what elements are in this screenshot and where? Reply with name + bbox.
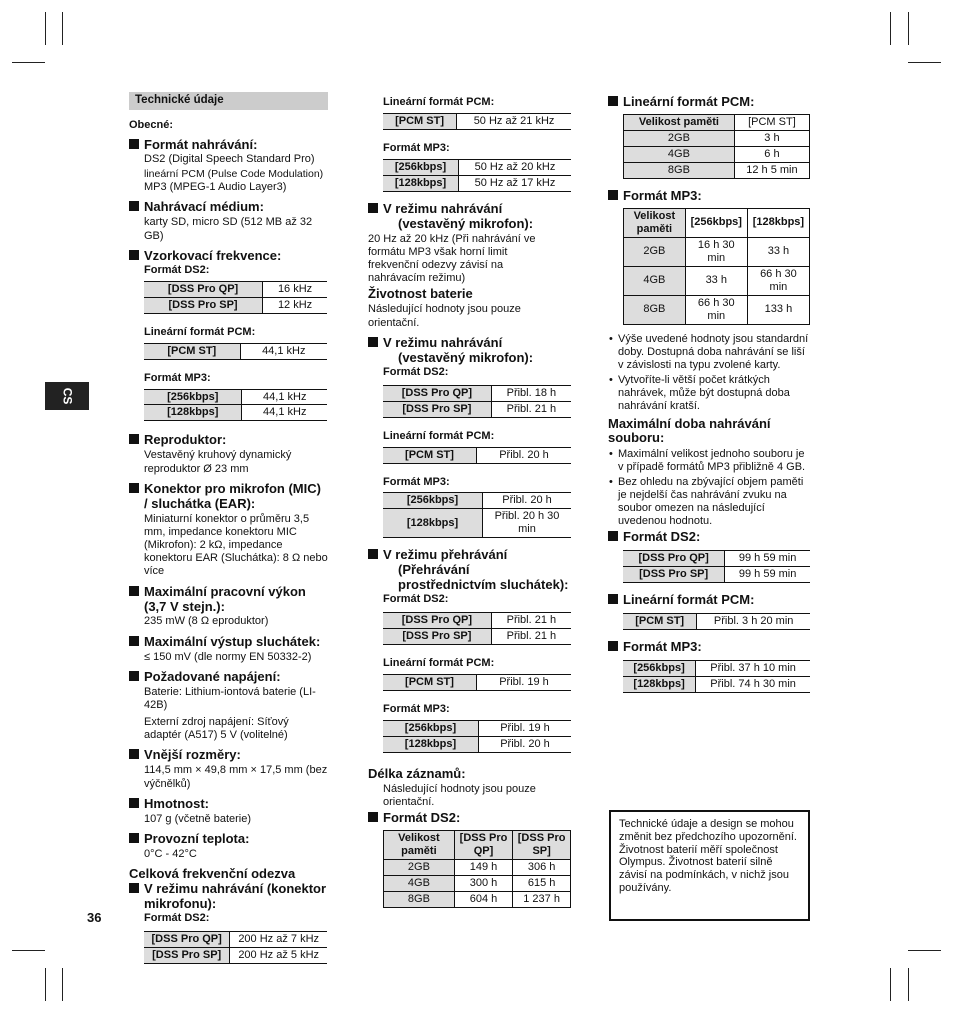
table-cell: [DSS Pro QP] <box>383 385 491 401</box>
table-row <box>624 146 810 162</box>
sampling-mp3-table <box>144 389 327 422</box>
format-label: Formát MP3: <box>383 475 450 488</box>
max-output-text: ≤ 150 mV (dle normy EN 50332-2) <box>144 650 312 663</box>
table-row <box>144 389 327 405</box>
page-number: 36 <box>87 910 102 925</box>
table-cell: [128kbps] <box>383 736 478 752</box>
table-cell: 12 h 5 min <box>734 162 809 178</box>
table-header-cell: [256kbps] <box>685 208 747 237</box>
crop-mark <box>890 968 891 1001</box>
battery-rec-ds2-table <box>383 385 571 418</box>
table-cell: [PCM ST] <box>383 675 476 691</box>
list-item: • Maximální velikost jednoho souboru je v případě formátů MP3 přibližně 4 GB. <box>618 448 810 474</box>
max-power-text: 235 mW (8 Ω eproduktor) <box>144 615 269 628</box>
crop-mark <box>45 12 46 45</box>
format-label: Formát DS2: <box>383 593 449 606</box>
table-header-cell: [DSS Pro QP] <box>454 831 512 860</box>
table-row <box>383 629 571 645</box>
heading-dimensions: Vnější rozměry: <box>129 748 328 763</box>
table-cell: 12 kHz <box>263 297 327 313</box>
temperature-text: 0°C - 42°C <box>144 847 197 860</box>
heading-weight: Hmotnost: <box>129 797 328 812</box>
general-label: Obecné: <box>129 118 174 131</box>
heading-max-power: Maximální pracovní výkon (3,7 V stejn.): <box>129 585 328 615</box>
disclaimer-note: Technické údaje a design se mohou změnit bez předchozího upozornění. Životnost baterií měří společnost Olympus. Životnost baterií silně závisí na podmínkách, v nichž jsou používány. <box>609 810 810 921</box>
battery-rec-pcm-table <box>383 447 571 464</box>
crop-mark <box>62 12 63 45</box>
square-bullet-icon <box>368 337 378 347</box>
table-row <box>624 295 810 324</box>
battery-text: Následující hodnoty jsou pouze orientační. <box>368 303 521 329</box>
table-cell: 2GB <box>384 860 455 876</box>
format-label: Formát MP3: <box>383 141 450 154</box>
table-cell: 8GB <box>624 295 686 324</box>
table-cell: Přibl. 18 h <box>491 385 571 401</box>
table-cell: 99 h 59 min <box>725 567 810 583</box>
table-row <box>383 509 571 538</box>
format-label: Lineární formát PCM: <box>383 429 495 442</box>
square-bullet-icon <box>129 434 139 444</box>
heading-rec-builtin: V režimu nahrávání (vestavěný mikrofon): <box>368 336 571 366</box>
table-cell: [128kbps] <box>623 676 696 692</box>
format-label: Lineární formát PCM: <box>383 96 495 108</box>
table-cell: 66 h 30 min <box>685 295 747 324</box>
square-bullet-icon <box>129 201 139 211</box>
sampling-pcm-table <box>144 343 327 360</box>
language-tab: CS <box>45 382 89 410</box>
heading-max-output: Maximální výstup sluchátek: <box>129 635 328 650</box>
square-bullet-icon <box>129 798 139 808</box>
crop-mark <box>908 62 941 63</box>
table-row <box>624 266 810 295</box>
table-cell: [PCM ST] <box>383 113 457 129</box>
table-row <box>624 162 810 178</box>
battery-play-ds2-table <box>383 612 571 645</box>
table-cell: 50 Hz až 20 kHz <box>458 159 571 175</box>
column-3 <box>608 90 810 693</box>
column-2 <box>368 96 571 908</box>
table-cell: [DSS Pro SP] <box>383 401 491 417</box>
freq-pcm-table <box>383 113 571 130</box>
speaker-text: Vestavěný kruhový dynamický reproduktor Ø 23 mm <box>144 449 292 475</box>
battery-play-mp3-table <box>383 720 571 753</box>
table-header-cell: Velikost paměti <box>624 208 686 237</box>
table-cell: 2GB <box>624 237 686 266</box>
freq-mp3-table <box>383 159 571 192</box>
crop-mark <box>908 12 909 45</box>
table-cell: [128kbps] <box>383 509 483 538</box>
table-row <box>623 567 810 583</box>
table-cell: 4GB <box>624 266 686 295</box>
table-header-row <box>384 831 571 860</box>
square-bullet-icon <box>608 96 618 106</box>
table-cell: 200 Hz až 5 kHz <box>230 947 327 963</box>
table-row <box>383 175 571 191</box>
table-cell: 615 h <box>513 876 571 892</box>
heading-rec-length: Délka záznamů: <box>368 765 466 781</box>
crop-mark <box>12 950 45 951</box>
table-row <box>623 614 810 630</box>
table-row <box>383 721 571 737</box>
table-cell: [PCM ST] <box>623 614 697 630</box>
table-header-cell: Velikost paměti <box>624 114 735 130</box>
heading-sampling: Vzorkovací frekvence: <box>129 249 328 264</box>
table-cell: 33 h <box>685 266 747 295</box>
rec-format-line: lineární PCM (Pulse Code Modulation) <box>144 167 324 180</box>
table-cell: 8GB <box>624 162 735 178</box>
table-cell: 1 237 h <box>513 892 571 908</box>
table-cell: 3 h <box>734 130 809 146</box>
square-bullet-icon <box>608 531 618 541</box>
table-row <box>623 660 810 676</box>
square-bullet-icon <box>608 594 618 604</box>
list-item: • Vytvoříte-li větší počet krátkých nahrávek, může být dostupná doba nahrávání kratší. <box>618 374 810 413</box>
table-cell: Přibl. 21 h <box>491 401 571 417</box>
square-bullet-icon <box>129 671 139 681</box>
table-cell: [PCM ST] <box>144 343 240 359</box>
format-label: Formát MP3: <box>383 703 450 716</box>
table-row <box>144 343 327 359</box>
length-mp3-table <box>623 208 810 325</box>
square-bullet-icon <box>368 203 378 213</box>
table-cell: Přibl. 74 h 30 min <box>696 676 810 692</box>
table-cell: Přibl. 20 h <box>478 736 571 752</box>
table-row <box>144 281 327 297</box>
table-cell: [256kbps] <box>383 159 458 175</box>
length-notes <box>608 333 810 413</box>
crop-mark <box>890 12 891 45</box>
table-row <box>624 130 810 146</box>
weight-text: 107 g (včetně baterie) <box>144 812 252 825</box>
heading-battery: Životnost baterie <box>368 286 473 302</box>
connector-text: Miniaturní konektor o průměru 3,5 mm, impedance konektoru MIC (Mikrofon): 2 kΩ, impedance konektoru EAR (Sluchátka): 8 Ω nebo více <box>144 512 328 578</box>
table-header-cell: [PCM ST] <box>734 114 809 130</box>
table-cell: Přibl. 19 h <box>478 721 571 737</box>
dimensions-text: 114,5 mm × 49,8 mm × 17,5 mm (bez výčnělků) <box>144 764 328 790</box>
table-cell: 200 Hz až 7 kHz <box>230 931 327 947</box>
square-bullet-icon <box>129 139 139 149</box>
square-bullet-icon <box>129 883 139 893</box>
heading-temperature: Provozní teplota: <box>129 832 328 847</box>
table-cell: 8GB <box>384 892 455 908</box>
table-cell: [DSS Pro QP] <box>623 551 725 567</box>
table-cell: 2GB <box>624 130 735 146</box>
table-cell: Přibl. 21 h <box>491 613 571 629</box>
format-label: Formát MP3: <box>144 371 211 384</box>
rec-format-line: MP3 (MPEG-1 Audio Layer3) <box>144 181 287 194</box>
heading-max-rec: Maximální doba nahrávání souboru: <box>608 415 771 446</box>
table-cell: 33 h <box>747 237 809 266</box>
square-bullet-icon <box>129 586 139 596</box>
table-row <box>144 947 327 963</box>
table-cell: 99 h 59 min <box>725 551 810 567</box>
table-row <box>624 237 810 266</box>
table-row <box>383 613 571 629</box>
table-cell: Přibl. 3 h 20 min <box>697 614 810 630</box>
table-cell: Přibl. 21 h <box>491 629 571 645</box>
rec-length-text: Následující hodnoty jsou pouze orientační. <box>383 782 536 809</box>
crop-mark <box>908 968 909 1001</box>
list-item: • Bez ohledu na zbývající objem paměti je nejdelší čas nahrávání zvuku na soubor omezen na následující uvedenou hodnotu. <box>618 476 810 528</box>
table-header-cell: Velikost paměti <box>384 831 455 860</box>
battery-rec-mp3-table <box>383 492 571 538</box>
power-text: Externí zdroj napájení: Síťový adaptér (A517) 5 V (volitelné) <box>144 716 289 742</box>
table-cell: [DSS Pro SP] <box>383 629 491 645</box>
length-ds2-table <box>383 830 571 908</box>
table-cell: 44,1 kHz <box>240 343 327 359</box>
heading-max-mp3: Formát MP3: <box>608 640 810 655</box>
table-cell: Přibl. 20 h <box>476 447 571 463</box>
table-row <box>383 401 571 417</box>
table-cell: [DSS Pro QP] <box>383 613 491 629</box>
battery-play-pcm-table <box>383 674 571 691</box>
table-row <box>144 297 327 313</box>
crop-mark <box>45 968 46 1001</box>
table-cell: 44,1 kHz <box>242 389 327 405</box>
table-cell: [256kbps] <box>383 721 478 737</box>
crop-mark <box>908 950 941 951</box>
format-label: Lineární formát PCM: <box>144 325 256 338</box>
heading-speaker: Reproduktor: <box>129 433 328 448</box>
max-rec-notes <box>608 448 810 528</box>
table-cell: 306 h <box>513 860 571 876</box>
table-cell: 149 h <box>454 860 512 876</box>
heading-freq-response: Celková frekvenční odezva <box>129 866 296 881</box>
table-row <box>384 876 571 892</box>
square-bullet-icon <box>129 636 139 646</box>
square-bullet-icon <box>129 833 139 843</box>
table-cell: [DSS Pro QP] <box>144 931 230 947</box>
square-bullet-icon <box>608 641 618 651</box>
format-label: Lineární formát PCM: <box>383 657 495 670</box>
table-row <box>383 493 571 509</box>
table-header-cell: [128kbps] <box>747 208 809 237</box>
table-header-row <box>624 114 810 130</box>
table-row <box>383 447 571 463</box>
table-cell: Přibl. 20 h <box>483 493 572 509</box>
square-bullet-icon <box>608 190 618 200</box>
table-cell: 6 h <box>734 146 809 162</box>
max-pcm-table <box>623 613 810 630</box>
format-label: Formát DS2: <box>383 365 449 378</box>
heading-power: Požadované napájení: <box>129 670 328 685</box>
table-cell: 16 h 30 min <box>685 237 747 266</box>
builtin-text: 20 Hz až 20 kHz (Při nahrávání ve formátu MP3 však horní limit frekvenční odezvy závisí na nahrávacím režimu) <box>368 232 536 285</box>
table-row <box>623 676 810 692</box>
table-cell: [256kbps] <box>144 389 242 405</box>
table-cell: [DSS Pro QP] <box>144 281 263 297</box>
table-row <box>383 385 571 401</box>
max-ds2-table <box>623 550 810 583</box>
list-item: • Výše uvedené hodnoty jsou standardní doby. Dostupná doba nahrávání se liší v závislosti na typu zvolené karty. <box>618 333 810 372</box>
table-row <box>144 405 327 421</box>
square-bullet-icon <box>368 812 378 822</box>
table-cell: Přibl. 20 h 30 min <box>483 509 572 538</box>
table-cell: Přibl. 37 h 10 min <box>696 660 810 676</box>
crop-mark <box>62 968 63 1001</box>
table-row <box>383 736 571 752</box>
max-mp3-table <box>623 660 810 693</box>
format-label: Formát DS2: <box>144 263 210 276</box>
table-cell: Přibl. 19 h <box>476 675 571 691</box>
table-row <box>383 675 571 691</box>
heading-medium: Nahrávací médium: <box>129 200 328 215</box>
freq-ds2-table <box>144 931 327 964</box>
power-text: Baterie: Lithium-iontová baterie (LI-42B) <box>144 685 316 711</box>
rec-format-line: DS2 (Digital Speech Standard Pro) <box>144 153 315 166</box>
table-cell: 4GB <box>624 146 735 162</box>
table-cell: [PCM ST] <box>383 447 476 463</box>
table-header-row <box>624 208 810 237</box>
table-cell: 66 h 30 min <box>747 266 809 295</box>
table-cell: [256kbps] <box>383 493 483 509</box>
table-row <box>384 892 571 908</box>
table-cell: [DSS Pro SP] <box>623 567 725 583</box>
sampling-ds2-table <box>144 281 327 314</box>
format-label: Formát DS2: <box>144 911 210 924</box>
table-cell: [128kbps] <box>383 175 458 191</box>
column-1 <box>129 92 328 964</box>
table-row <box>144 931 327 947</box>
table-header-cell: [DSS Pro SP] <box>513 831 571 860</box>
table-cell: 50 Hz až 21 kHz <box>457 113 571 129</box>
table-cell: [DSS Pro SP] <box>144 297 263 313</box>
crop-mark <box>12 62 45 63</box>
table-cell: [256kbps] <box>623 660 696 676</box>
table-cell: [DSS Pro SP] <box>144 947 230 963</box>
length-pcm-table <box>623 114 810 179</box>
table-row <box>384 860 571 876</box>
heading-connector: Konektor pro mikrofon (MIC) / sluchátka (EAR): <box>129 482 328 512</box>
heading-rec-format: Formát nahrávání: <box>129 138 328 153</box>
square-bullet-icon <box>129 483 139 493</box>
table-cell: 133 h <box>747 295 809 324</box>
table-cell: 604 h <box>454 892 512 908</box>
heading-playback: V režimu přehrávání (Přehrávání prostřednictvím sluchátek): <box>368 548 571 593</box>
heading-max-pcm: Lineární formát PCM: <box>608 593 810 608</box>
square-bullet-icon <box>368 549 378 559</box>
table-row <box>623 551 810 567</box>
section-title: Technické údaje <box>129 92 328 110</box>
square-bullet-icon <box>129 749 139 759</box>
table-cell: 50 Hz až 17 kHz <box>458 175 571 191</box>
table-cell: 300 h <box>454 876 512 892</box>
heading-len-mp3: Formát MP3: <box>608 189 810 204</box>
table-cell: 44,1 kHz <box>242 405 327 421</box>
square-bullet-icon <box>129 250 139 260</box>
heading-freq-mic: V režimu nahrávání (konektor mikrofonu): <box>129 882 328 912</box>
heading-len-ds2: Formát DS2: <box>368 811 571 826</box>
table-cell: 16 kHz <box>263 281 327 297</box>
table-cell: [128kbps] <box>144 405 242 421</box>
table-cell: 4GB <box>384 876 455 892</box>
medium-text: karty SD, micro SD (512 MB až 32 GB) <box>144 216 313 242</box>
heading-max-ds2: Formát DS2: <box>608 530 810 545</box>
heading-len-pcm: Lineární formát PCM: <box>608 95 810 110</box>
table-row <box>383 113 571 129</box>
heading-builtin-mic: V režimu nahrávání (vestavěný mikrofon): <box>368 202 571 232</box>
table-row <box>383 159 571 175</box>
